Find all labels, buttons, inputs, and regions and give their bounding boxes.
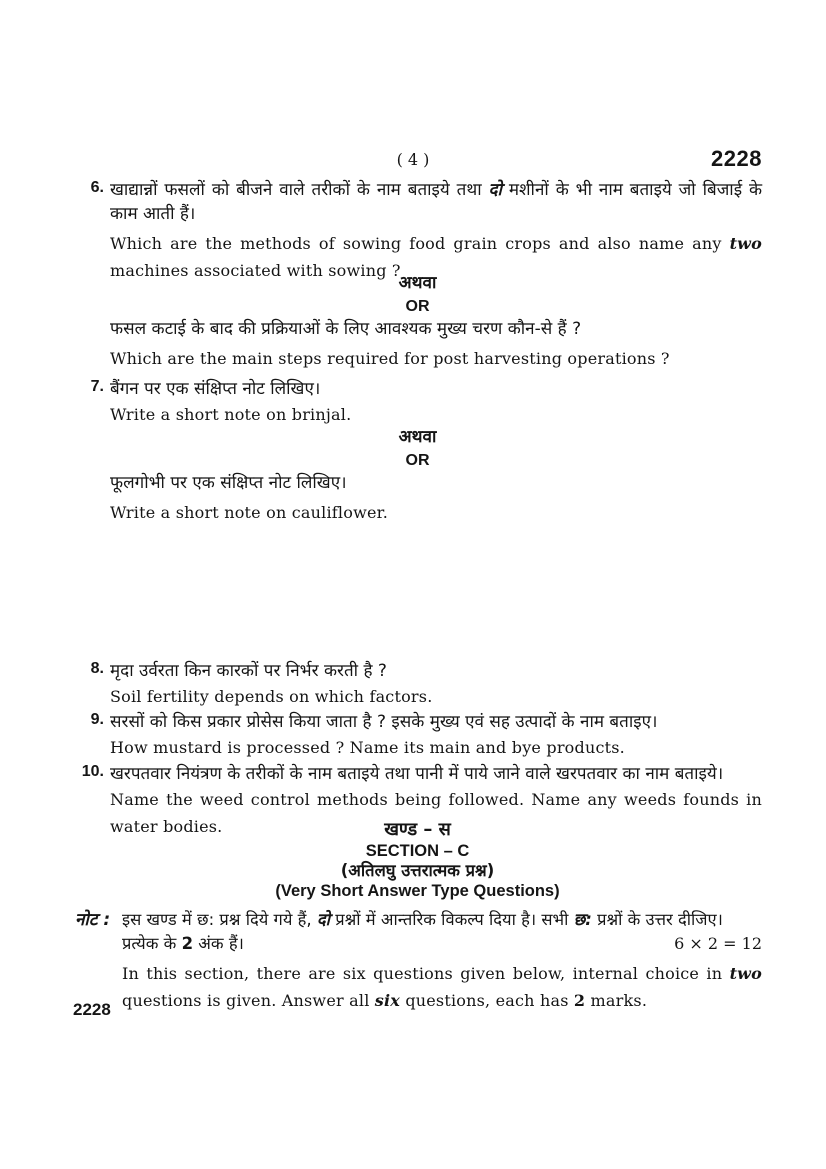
- question-10-text-hindi: खरपतवार नियंत्रण के तरीकों के नाम बताइये तथा पानी में पाये जाने वाले खरपतवार का नाम बताइये।: [110, 764, 724, 784]
- question-9-text-english: How mustard is processed ? Name its main and bye products.: [110, 738, 625, 757]
- question-8-number: 8.: [90, 660, 104, 677]
- section-c-subtitle-hindi: (अतिलघु उत्तरात्मक प्रश्न): [340, 861, 495, 880]
- question-7-alternative: [73, 471, 762, 526]
- question-7-alt-text-english: Write a short note on cauliflower.: [110, 503, 389, 522]
- question-6-alt-text-hindi: फसल कटाई के बाद की प्रक्रियाओं के लिए आवश्यक मुख्य चरण कौन-से हैं ?: [110, 319, 582, 339]
- page-number: ( 4 ): [396, 150, 430, 169]
- question-7-text-hindi: बैंगन पर एक संक्षिप्त नोट लिखिए।: [110, 379, 321, 399]
- or-divider-q7: [73, 426, 762, 472]
- question-10-text-english: Name the weed control methods being followed. Name any weeds founds in water bodies.: [110, 790, 762, 836]
- question-9-text-hindi: सरसों को किस प्रकार प्रोसेस किया जाता है ? इसके मुख्य एवं सह उत्पादों के नाम बताइए।: [110, 712, 658, 732]
- section-c-subtitle-english: (Very Short Answer Type Questions): [275, 882, 560, 900]
- or-divider-english: OR: [405, 298, 430, 315]
- question-8-text-english: Soil fertility depends on which factors.: [110, 687, 433, 706]
- question-6-number: 6.: [90, 179, 104, 196]
- note-text-english: In this section, there are six questions given below, internal choice in two questions is given. Answer all six questions, each has 2 marks.: [122, 964, 762, 1010]
- paper-code-header: 2228: [711, 146, 762, 171]
- question-7-text-english: Write a short note on brinjal.: [110, 405, 352, 424]
- question-7-alt-text-hindi: फूलगोभी पर एक संक्षिप्त नोट लिखिए।: [110, 473, 347, 493]
- note-marks-line-text: प्रत्येक के 2 अंक हैं।: [122, 934, 244, 953]
- question-7-number: 7.: [90, 378, 104, 395]
- section-c-title-hindi: खण्ड – स: [384, 819, 451, 840]
- question-6: [73, 178, 762, 284]
- question-8: [73, 659, 762, 710]
- section-c-title-english: SECTION – C: [365, 842, 470, 860]
- or-divider-hindi: अथवा: [398, 273, 437, 293]
- section-c-heading: [73, 819, 762, 901]
- paper-code-footer: 2228: [73, 1000, 111, 1019]
- note-text-hindi-line2: [122, 932, 762, 956]
- note-text-hindi-line1: इस खण्ड में छ: प्रश्न दिये गये हैं, दो प्रश्नों में आन्तरिक विकल्प दिया है। सभी छ: प्रश्नों के उत्तर दीजिए।: [122, 910, 723, 929]
- note-label: नोट :: [75, 910, 111, 930]
- question-6-text-hindi: खाद्यान्नों फसलों को बीजने वाले तरीकों के नाम बताइये तथा दो मशीनों के भी नाम बताइये जो बिजाई के काम आती हैं।: [110, 180, 763, 224]
- question-9-number: 9.: [90, 711, 104, 728]
- question-7: [73, 377, 762, 428]
- or-divider-q6: [73, 272, 762, 318]
- or-divider-hindi: अथवा: [398, 427, 437, 447]
- instructions-note: [73, 908, 762, 1014]
- marks-formula: 6 × 2 = 12: [674, 934, 762, 953]
- question-9: [73, 710, 762, 761]
- question-6-text-english: Which are the methods of sowing food grain crops and also name any two machines associated with sowing ?: [110, 234, 762, 280]
- question-6-alternative: [73, 317, 762, 372]
- question-10-number: 10.: [81, 763, 104, 780]
- question-6-alt-text-english: Which are the main steps required for post harvesting operations ?: [110, 349, 670, 368]
- question-8-text-hindi: मृदा उर्वरता किन कारकों पर निर्भर करती है ?: [110, 661, 387, 681]
- or-divider-english: OR: [405, 452, 430, 469]
